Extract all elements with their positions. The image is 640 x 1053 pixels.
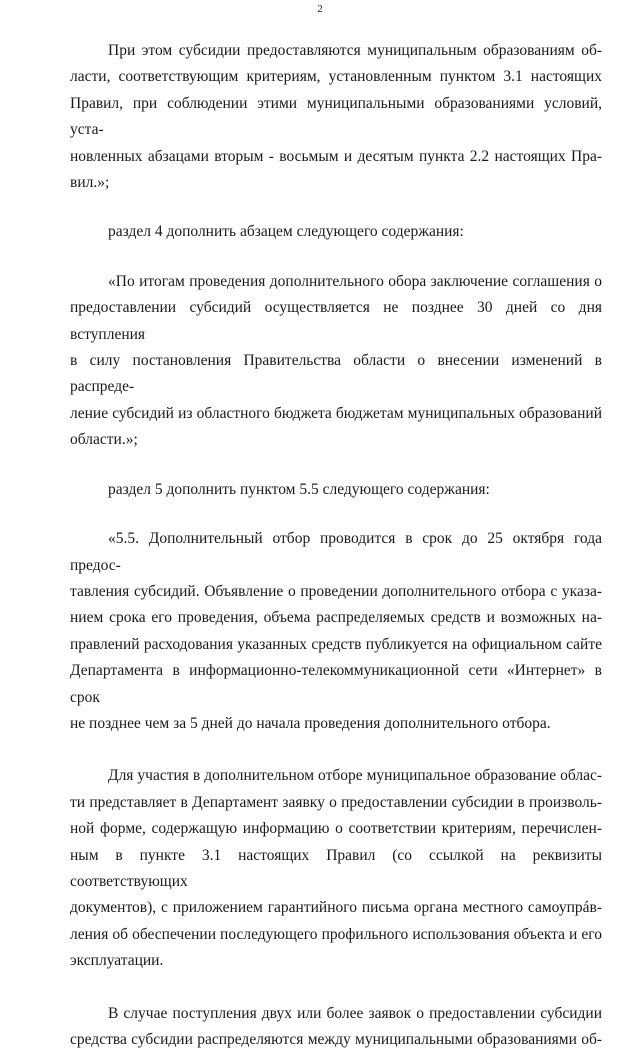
- text-line: эксплуатации.: [70, 952, 164, 970]
- text-line: нием срока его проведения, объема распределяемых средств и возможных на-: [70, 609, 602, 627]
- text-line: ласти, соответствующим критериям, установленным пунктом 3.1 настоящих: [70, 68, 602, 86]
- text-line: области.»;: [70, 431, 138, 449]
- paragraph-3: [70, 269, 602, 454]
- text-line: Департамента в информационно-телекоммуникационной сети «Интернет» в срок: [70, 662, 602, 706]
- text-line: Правил, при соблюдении этими муниципальными образованиями условий, уста-: [70, 94, 602, 139]
- paragraph-7: [70, 1001, 602, 1053]
- text-line: При этом субсидии предоставляются муниципальным образованиям об-: [108, 42, 602, 59]
- text-line: не позднее чем за 5 дней до начала проведения дополнительного отбора.: [70, 714, 551, 732]
- text-line: ти представляет в Департамент заявку о предоставлении субсидии в произволь-: [70, 793, 602, 811]
- text-line: тавления субсидий. Объявление о проведении дополнительного отбора с указа-: [70, 582, 602, 600]
- text-line: предоставлении субсидий осуществляется не позднее 30 дней со дня вступления: [70, 299, 602, 343]
- text-line: новленных абзацами вторым - восьмым и десятым пункта 2.2 настоящих Пра-: [70, 147, 602, 165]
- text-line: в силу постановления Правительства области о внесении изменений в распреде-: [70, 352, 602, 396]
- text-line: документов), с приложением гарантийного письма органа местного самоупрáв-: [70, 899, 602, 917]
- text-line: раздел 4 дополнить абзацем следующего содержания:: [108, 223, 464, 241]
- text-line: ления об обеспечении последующего профильного использования объекта и его: [70, 925, 602, 943]
- text-line: средства субсидии распределяются между муниципальными образованиями об-: [70, 1031, 602, 1048]
- paragraph-6: [70, 763, 602, 974]
- text-line: ление субсидий из областного бюджета бюджетам муниципальных образований: [70, 404, 602, 422]
- paragraph-4: [70, 477, 602, 503]
- text-line: В случае поступления двух или более заявок о предоставлении субсидии: [108, 1004, 602, 1022]
- paragraph-1: [70, 38, 602, 196]
- paragraph-5: [70, 526, 602, 737]
- paragraph-2: [70, 219, 602, 245]
- text-line: ным в пункте 3.1 настоящих Правил (со ссылкой на реквизиты соответствующих: [70, 846, 602, 890]
- text-line: раздел 5 дополнить пунктом 5.5 следующего содержания:: [108, 480, 490, 498]
- text-line: ной форме, содержащую информацию о соответствии критериям, перечислен-: [70, 820, 602, 838]
- document-body: [70, 38, 602, 1053]
- page-number: 2: [317, 3, 323, 15]
- text-line: правлений расходования указанных средств публикуется на официальном сайте: [70, 635, 602, 653]
- text-line: «5.5. Дополнительный отбор проводится в срок до 25 октября года предос-: [70, 530, 602, 574]
- text-line: Для участия в дополнительном отборе муниципальное образование облас-: [108, 767, 602, 785]
- text-line: вил.»;: [70, 174, 110, 192]
- text-line: «По итогам проведения дополнительного обора заключение соглашения о: [108, 272, 602, 290]
